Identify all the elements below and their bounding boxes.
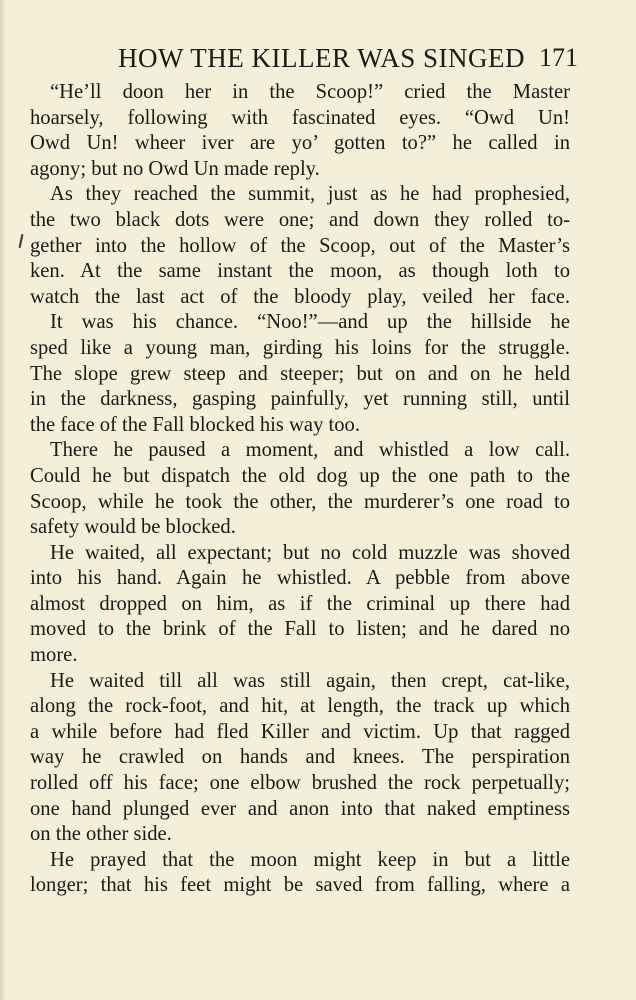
text-line: moved to the brink of the Fall to listen; and he dared no xyxy=(30,618,570,641)
paragraph xyxy=(30,310,570,438)
text-line: ken. At the same instant the moon, as though loth to xyxy=(30,260,570,283)
text-line: gether into the hollow of the Scoop, out of the Master’s xyxy=(30,234,570,257)
text-line: more. xyxy=(30,644,78,667)
text-line: on the other side. xyxy=(30,823,172,846)
paragraph xyxy=(30,182,570,310)
text-line: The slope grew steep and steeper; but on and on he held xyxy=(30,362,570,385)
text-line: longer; that his feet might be saved from falling, where a xyxy=(30,874,570,897)
margin-mark xyxy=(19,234,24,248)
paragraph xyxy=(30,848,570,899)
text-line: sped like a young man, girding his loins for the struggle. xyxy=(30,336,570,359)
page-number: 171 xyxy=(539,43,578,72)
text-line: agony; but no Owd Un made reply. xyxy=(30,157,320,180)
text-line: Owd Un! wheer iver are yo’ gotten to?” he called in xyxy=(30,132,570,155)
text-line: As they reached the summit, just as he had prophesied, xyxy=(50,183,570,206)
text-line: He waited, all expectant; but no cold muzzle was shoved xyxy=(50,541,570,564)
text-line: Scoop, while he took the other, the murderer’s one road to xyxy=(30,490,570,513)
text-line: one hand plunged ever and anon into that naked emptiness xyxy=(30,797,570,820)
text-line: a while before had fled Killer and victim. Up that ragged xyxy=(30,720,570,743)
paragraph xyxy=(30,438,570,540)
text-line: Could he but dispatch the old dog up the one path to the xyxy=(30,464,570,487)
text-line: safety would be blocked. xyxy=(30,516,236,539)
text-line: along the rock-foot, and hit, at length, the track up which xyxy=(30,695,570,718)
paragraph xyxy=(30,80,570,182)
text-line: He waited till all was still again, then crept, cat-like, xyxy=(50,669,570,692)
paragraph xyxy=(30,541,570,669)
text-line: in the darkness, gasping painfully, yet running still, until xyxy=(30,388,570,411)
text-line: rolled off his face; one elbow brushed the rock perpetually; xyxy=(30,772,570,795)
text-line: It was his chance. “Noo!”—and up the hillside he xyxy=(50,311,570,334)
text-line: He prayed that the moon might keep in but a little xyxy=(50,848,570,871)
text-line: into his hand. Again he whistled. A pebble from above xyxy=(30,567,570,590)
running-title: HOW THE KILLER WAS SINGED xyxy=(118,43,525,73)
body-text xyxy=(30,80,570,899)
text-line: the two black dots were one; and down they rolled to- xyxy=(30,208,570,231)
text-line: the face of the Fall blocked his way too. xyxy=(30,413,360,436)
page-gutter-shadow xyxy=(0,0,6,1000)
text-line: almost dropped on him, as if the criminal up there had xyxy=(30,592,570,615)
text-line: watch the last act of the bloody play, veiled her face. xyxy=(30,285,570,308)
text-line: way he crawled on hands and knees. The perspiration xyxy=(30,746,570,769)
text-line: “He’ll doon her in the Scoop!” cried the Master xyxy=(50,81,570,103)
running-head xyxy=(30,40,578,80)
paragraph xyxy=(30,669,570,848)
text-line: There he paused a moment, and whistled a low call. xyxy=(50,439,570,462)
text-line: hoarsely, following with fascinated eyes. “Owd Un! xyxy=(30,106,570,129)
